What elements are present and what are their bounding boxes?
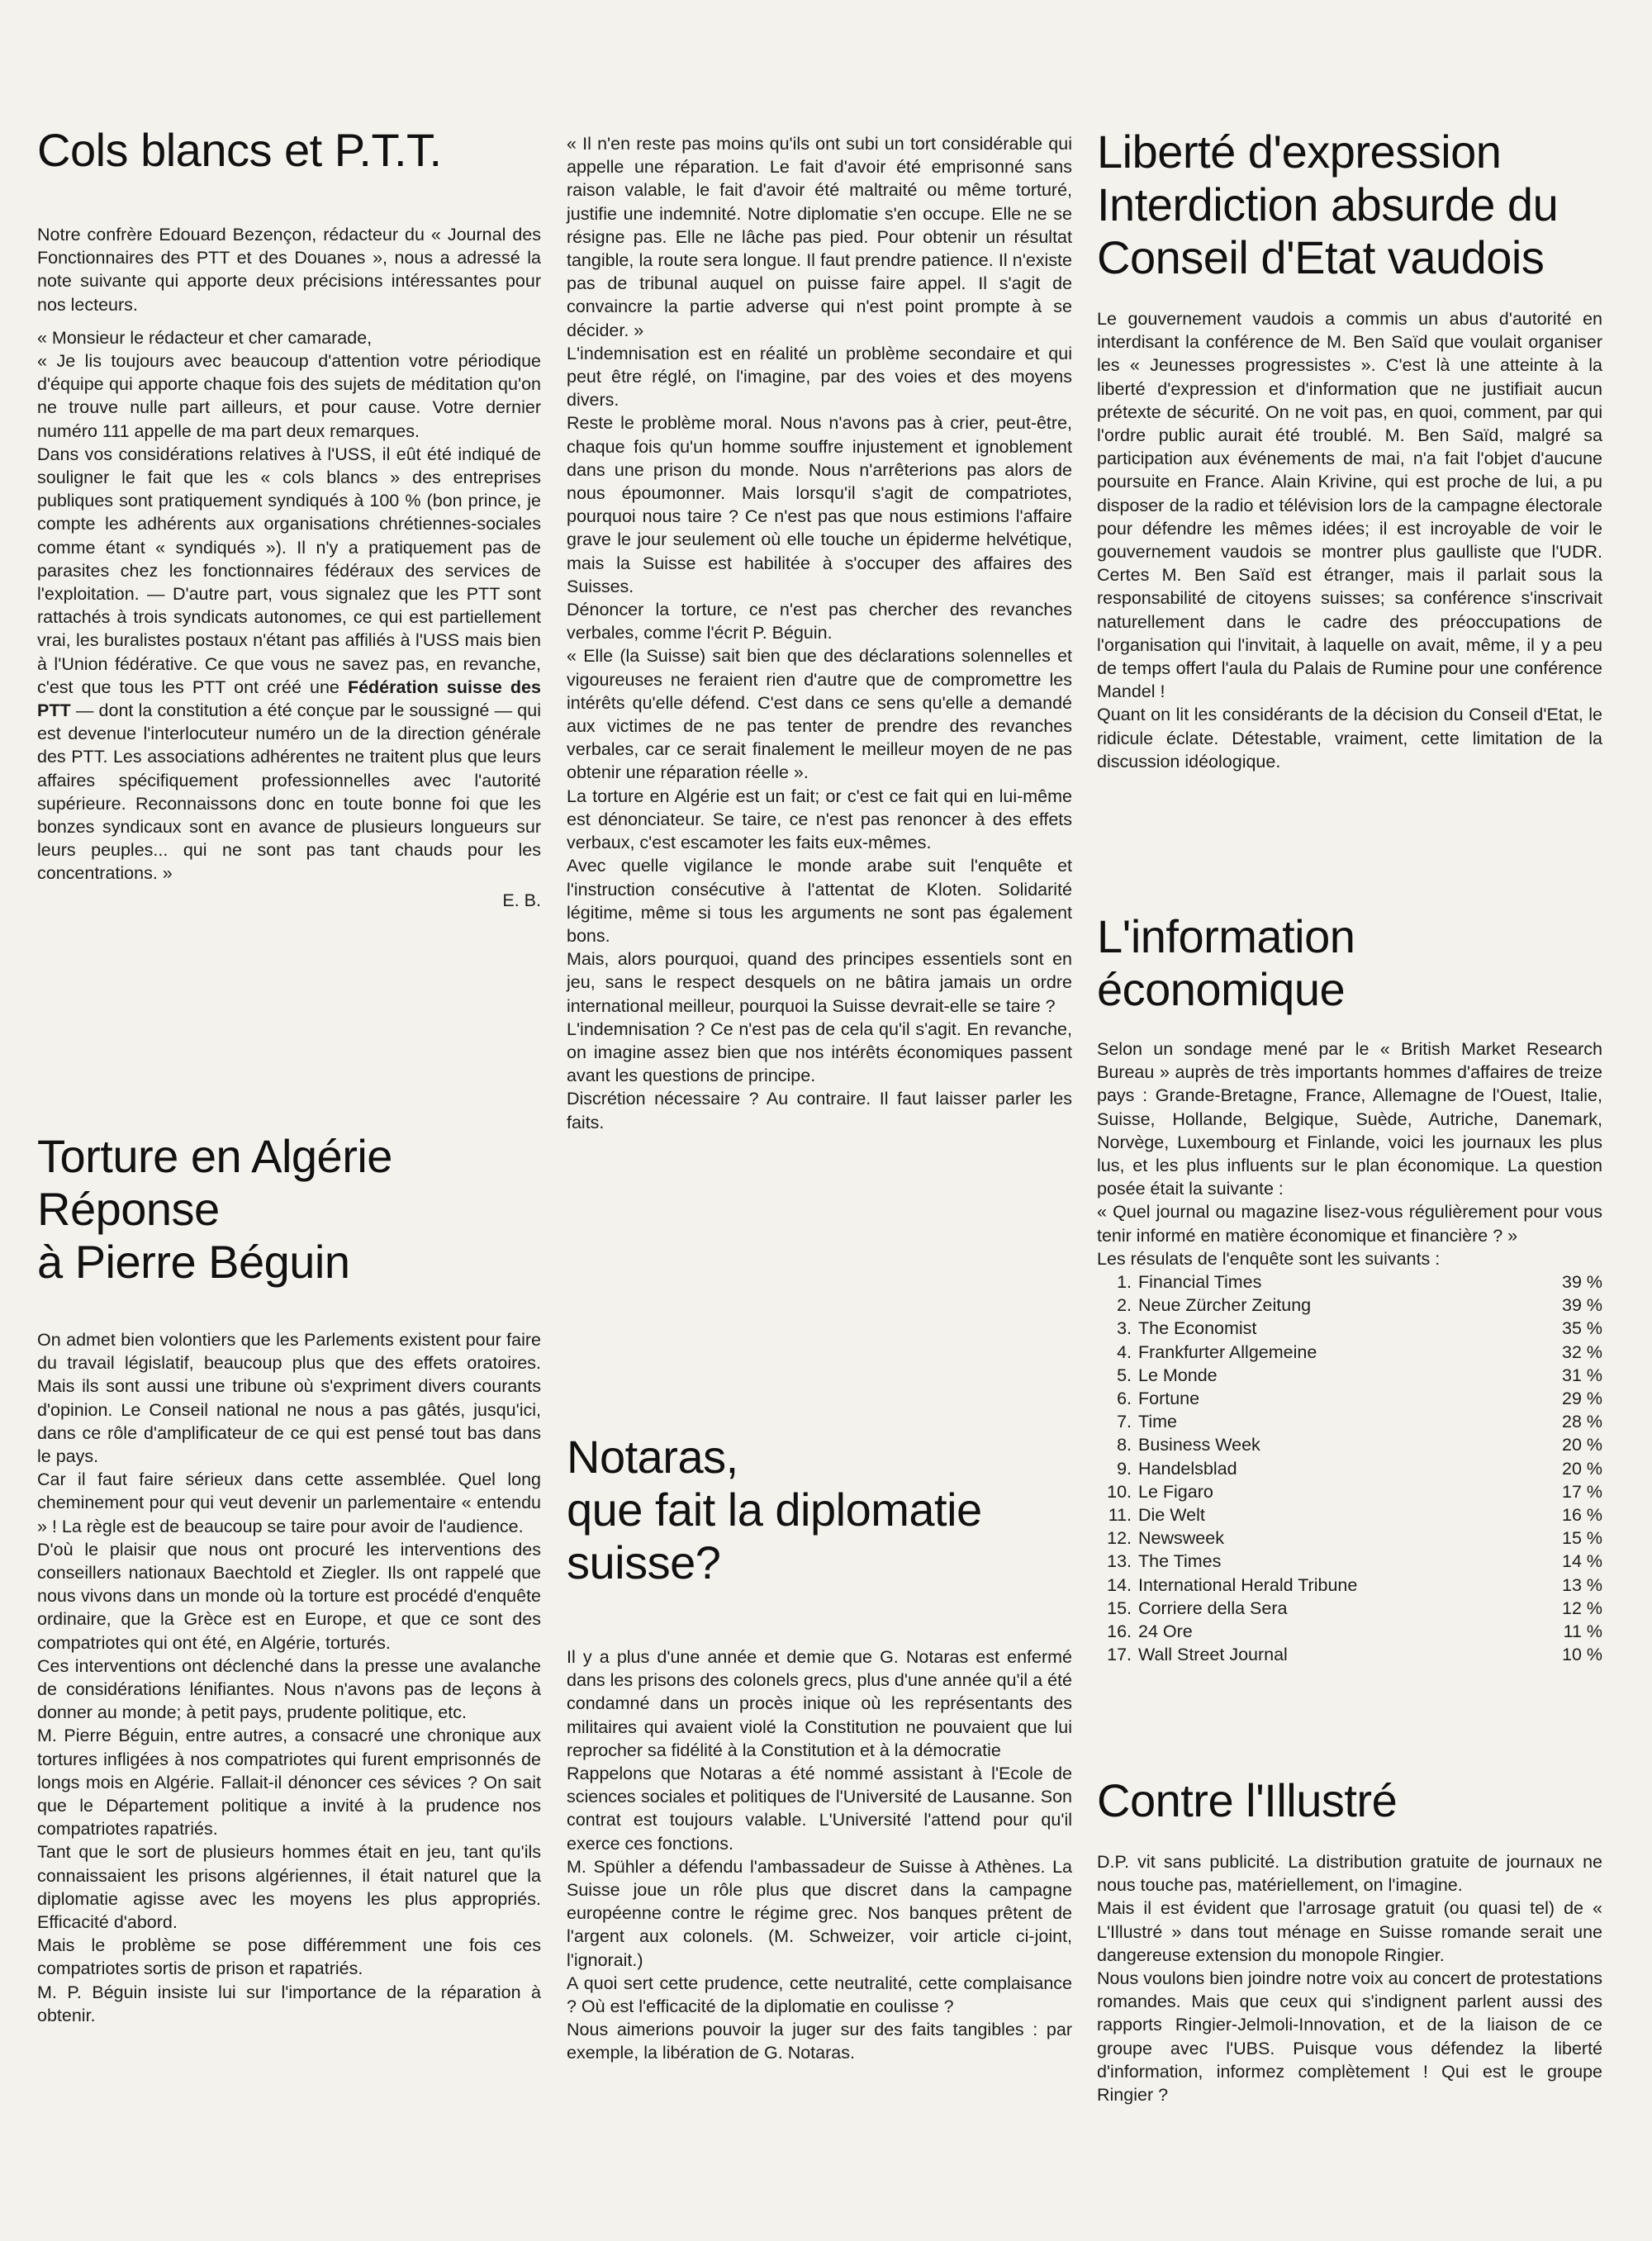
paragraph: On admet bien volontiers que les Parlements existent pour faire du travail législatif, beaucoup plus que des effets oratoires. Mais ils sont aussi une tribune où s'expriment divers courants d'opinion. Le Conseil national ne nous a pas gâtés, jusqu'ici, dans ce rôle d'amplificateur de ce qui est pensé tout bas dans le pays. — [37, 1330, 541, 1467]
result-name: Fortune — [1138, 1389, 1200, 1409]
result-name: 24 Ore — [1138, 1621, 1193, 1642]
paragraph: Le gouvernement vaudois a commis un abus d'autorité en interdisant la conférence de M. Ben Saïd que voulait organiser les « Jeunesses progressistes ». C'est là une atteinte à la liberté d'expression et d'information que ne justifiait aucun prétexte de sécurité. On ne voit pas, en quoi, comment, par qui l'ordre public aurait été troublé. M. Ben Saïd, malgré sa participation aux événements de mai, n'a fait l'objet d'aucune poursuite en France. Alain Krivine, qui est proche de lui, a pu disposer de la radio et télévision lors de la campagne électorale pour défendre les mêmes idées; il est incroyable de voir le gouvernement vaudois se montrer plus gaulliste que l'UDR. Certes M. Ben Saïd est étranger, mais il parlait sous la responsabilité de citoyens suisses; sa conférence s'inscrivait naturellement dans le cadre des préoccupations de l'organisation qui l'invitait, à laquelle on avait, même, il y a peu de temps offert l'aula du Palais de Rumine pour une conférence Mandel ! — [1097, 309, 1602, 702]
results-row — [1097, 1317, 1602, 1340]
result-percent: 17 % — [1561, 1481, 1602, 1502]
result-name: Corriere della Sera — [1138, 1598, 1288, 1618]
title-line: Liberté d'expression — [1097, 126, 1502, 178]
paragraph: Les résulats de l'enquête sont les suivants : — [1097, 1248, 1441, 1269]
result-percent: 39 % — [1561, 1295, 1602, 1316]
title-line: Réponse — [37, 1183, 220, 1235]
title-line: Notaras, — [567, 1431, 738, 1483]
paragraph: La torture en Algérie est un fait; or c'est ce fait qui en lui-même est dénonciateur. Se taire, ce n'est pas renoncer à des effets verbaux, c'est escamoter les faits eux-mêmes. — [567, 786, 1072, 853]
result-name: Newsweek — [1138, 1528, 1224, 1549]
paragraph: Notre confrère Edouard Bezençon, rédacteur du « Journal des Fonctionnaires des PTT et des Douanes », nous a adressé la note suivante qui apporte deux précisions intéressantes pour nos lecteurs. — [37, 225, 541, 315]
results-row — [1097, 1410, 1602, 1433]
result-rank: 2. — [1117, 1295, 1132, 1316]
paragraph: L'indemnisation est en réalité un problème secondaire et qui peut être réglé, on l'imagine, par des voies et des moyens divers. — [567, 343, 1072, 411]
result-percent: 35 % — [1561, 1318, 1602, 1339]
result-rank: 1. — [1117, 1272, 1132, 1293]
result-rank: 5. — [1117, 1365, 1132, 1385]
result-name: Neue Zürcher Zeitung — [1138, 1295, 1312, 1316]
result-percent: 29 % — [1561, 1389, 1602, 1409]
results-row — [1097, 1550, 1602, 1573]
results-row — [1097, 1387, 1602, 1410]
paragraph: Mais, alors pourquoi, quand des principes essentiels sont en jeu, sans le respect desquels on ne bâtira jamais un ordre international meilleur, pourquoi la Suisse devrait-elle se taire ? — [567, 949, 1072, 1016]
title-line: économique — [1097, 963, 1346, 1015]
result-rank: 11. — [1108, 1505, 1132, 1526]
results-row — [1097, 1270, 1602, 1294]
article-body-information — [1097, 1037, 1602, 1666]
paragraph: « Je lis toujours avec beaucoup d'attention votre périodique d'équipe qui apporte chaque fois des sujets de méditation qu'on ne trouve nulle part ailleurs, et pour cause. Votre dernier numéro 111 appelle de ma part deux remarques. — [37, 351, 541, 441]
result-percent: 10 % — [1561, 1645, 1602, 1665]
results-row — [1097, 1433, 1602, 1456]
article-body-notaras — [567, 1645, 1072, 2065]
paragraph: « Il n'en reste pas moins qu'ils ont subi un tort considérable qui appelle une réparation. Le fait d'avoir été emprisonné sans raison valable, le fait d'avoir été maltraité ou même torturé, justifie une indemnité. Notre diplomatie s'en occupe. Elle ne se résigne pas. Elle ne lâche pas pied. Pour obtenir un résultat tangible, la route sera longue. Il faut prendre patience. Il n'existe pas de tribunal auquel on puisse faire appel. Il s'agit de convaincre la partie adverse qui n'est point prompte à se décider. » — [567, 134, 1072, 340]
article-title-cols-blancs: Cols blancs et P.T.T. — [37, 124, 442, 176]
result-name: Wall Street Journal — [1138, 1645, 1288, 1665]
results-row — [1097, 1643, 1602, 1666]
paragraph: Mais il est évident que l'arrosage gratuit (ou quasi tel) de « L'Illustré » dans tout ménage en Suisse romande serait une dangereuse extension du monopole Ringier. — [1097, 1898, 1602, 1965]
paragraph: Selon un sondage mené par le « British Market Research Bureau » auprès de très importants hommes d'affaires de treize pays : Grande-Bretagne, France, Allemagne de l'Ouest, Italie, Suisse, Hollande, Belgique, Suède, Autriche, Danemark, Norvège, Luxembourg et Finlande, voici les journaux les plus lus, et les plus influents sur le plan économique. La question posée était la suivante : — [1097, 1039, 1602, 1199]
result-percent: 16 % — [1561, 1505, 1602, 1526]
result-rank: 10. — [1107, 1481, 1132, 1502]
paragraph: D'où le plaisir que nous ont procuré les interventions des conseillers nationaux Baechtold et Ziegler. Ils ont rappelé que nous vivons dans un monde où la torture est procédé d'enquête ordinaire, que la Grèce est en Europe, et que ce sont des compatriotes qui ont été, en Algérie, torturés. — [37, 1539, 541, 1653]
paragraph: Quant on lit les considérants de la décision du Conseil d'Etat, le ridicule éclate. Détestable, vraiment, cette limitation de la discussion idéologique. — [1097, 705, 1602, 772]
paragraph: Dénoncer la torture, ce n'est pas chercher des revanches verbales, comme l'écrit P. Béguin. — [567, 600, 1072, 643]
results-row — [1097, 1574, 1602, 1597]
result-name: Le Figaro — [1138, 1481, 1213, 1502]
paragraph: « Monsieur le rédacteur et cher camarade, — [37, 327, 373, 348]
title-line: Torture en Algérie — [37, 1130, 392, 1182]
result-rank: 16. — [1107, 1621, 1132, 1642]
article-title-information — [1097, 910, 1602, 1016]
paragraph: L'indemnisation ? Ce n'est pas de cela qu'il s'agit. En revanche, on imagine assez bien que nos intérêts économiques passent avant les questions de principe. — [567, 1018, 1072, 1086]
result-rank: 13. — [1107, 1551, 1132, 1572]
text-run: Dans vos considérations relatives à l'USS, il eût été indiqué de souligner le fait que les « cols blancs » des entreprises publiques sont pratiquement syndiqués à 100 % (bon prince, je compte les adhérents aux organisations chrétiennes-sociales comme étant « syndiqués »). Il n'y a pratiquement pas de parasites chez les fonctionnaires fédéraux des services de l'exploitation. — D'autre part, vous signalez que les PTT sont rattachés à trois syndicats autonomes, ce qui est partiellement vrai, les buralistes postaux n'étant pas affiliés à l'USS mais bien à l'Union fédérative. Ce que vous ne savez pas, en revanche, c'est que tous les PTT ont créé une — [37, 444, 541, 697]
results-row — [1097, 1526, 1602, 1550]
result-name: The Times — [1138, 1551, 1222, 1572]
result-name: The Economist — [1138, 1318, 1257, 1339]
results-row — [1097, 1620, 1602, 1643]
paragraph: « Elle (la Suisse) sait bien que des déclarations solennelles et vigoureuses ne feraient rien d'autre que de compromettre les intérêts qu'elle défend. C'est dans ce sens qu'elle a demandé aux victimes de ne pas tenter de prendre des revanches verbales, car ce serait finalement le meilleur moyen de ne pas obtenir une réparation réelle ». — [567, 646, 1072, 783]
result-name: Die Welt — [1138, 1505, 1205, 1526]
title-line: L'information — [1097, 910, 1355, 962]
result-percent: 15 % — [1561, 1528, 1602, 1549]
article-title-liberte — [1097, 126, 1609, 284]
result-percent: 12 % — [1561, 1598, 1602, 1618]
article-body-illustre — [1097, 1850, 1602, 2106]
article-title-illustre: Contre l'Illustré — [1097, 1774, 1398, 1826]
result-rank: 4. — [1117, 1341, 1132, 1362]
results-table-body — [1097, 1270, 1602, 1666]
signature: E. B. — [502, 890, 541, 910]
result-rank: 14. — [1107, 1574, 1132, 1595]
result-name: Time — [1138, 1412, 1177, 1432]
result-percent: 20 % — [1561, 1458, 1602, 1479]
paragraph: Avec quelle vigilance le monde arabe suit l'enquête et l'instruction consécutive à l'attentat de Kloten. Solidarité légitime, même si tous les arguments ne sont pas également bons. — [567, 856, 1072, 946]
result-name: International Herald Tribune — [1138, 1574, 1358, 1595]
result-percent: 14 % — [1561, 1551, 1602, 1572]
paragraph: D.P. vit sans publicité. La distribution gratuite de journaux ne nous touche pas, matériellement, on l'imagine. — [1097, 1852, 1602, 1896]
article-title-torture — [37, 1130, 541, 1289]
paragraph: M. Pierre Béguin, entre autres, a consacré une chronique aux tortures infligées à nos compatriotes qui furent emprisonnés de longs mois en Algérie. Fallait-il dénoncer ces sévices ? On sait que le Département politique a invité à la prudence nos compatriotes rapatriés. — [37, 1726, 541, 1840]
paragraph: Discrétion nécessaire ? Au contraire. Il faut laisser parler les faits. — [567, 1089, 1072, 1132]
results-row — [1097, 1364, 1602, 1387]
result-rank: 17. — [1107, 1645, 1132, 1665]
result-rank: 3. — [1117, 1318, 1132, 1339]
title-line: que fait la diplomatie — [567, 1484, 982, 1536]
result-rank: 15. — [1107, 1598, 1132, 1618]
result-percent: 20 % — [1561, 1435, 1602, 1455]
paragraph — [37, 443, 541, 885]
result-name: Financial Times — [1138, 1272, 1262, 1293]
article-body-torture — [37, 1328, 541, 2027]
title-line: suisse? — [567, 1536, 721, 1588]
paragraph: Tant que le sort de plusieurs hommes était en jeu, tant qu'ils connaissaient les prisons algériennes, il était naturel que la diplomatie agisse avec les moyens les plus appropriés. Efficacité d'abord. — [37, 1842, 541, 1933]
paragraph: Nous aimerions pouvoir la juger sur des faits tangibles : par exemple, la libération de G. Notaras. — [567, 2020, 1072, 2063]
results-row — [1097, 1341, 1602, 1364]
result-rank: 9. — [1117, 1458, 1132, 1479]
result-percent: 32 % — [1561, 1341, 1602, 1362]
paragraph: M. Spühler a défendu l'ambassadeur de Suisse à Athènes. La Suisse joue un rôle plus que discret dans la campagne européenne contre le régime grec. Nos banques prêtent de l'argent aux colonels. (M. Schweizer, voir article ci-joint, l'ignorait.) — [567, 1856, 1072, 1970]
paragraph: Il y a plus d'une année et demie que G. Notaras est enfermé dans les prisons des colonels grecs, plus d'une année qu'il a été condamné dans un procès inique où les représentants des militaires qui avaient violé la Constitution ne pouvaient que lui reprocher sa fidélité à la Constitution et à la démocratie — [567, 1647, 1072, 1760]
paragraph: Rappelons que Notaras a été nommé assistant à l'Ecole de sciences sociales et politiques de l'Université de Lausanne. Son contrat est toujours valable. L'Université l'attend pour qu'il exerce ces fonctions. — [567, 1764, 1072, 1854]
paragraph: Car il faut faire sérieux dans cette assemblée. Quel long cheminement pour qui veut devenir un parlementaire « entendu » ! La règle est de beaucoup se taire pour avoir de l'audience. — [37, 1469, 541, 1536]
text-run: — dont la constitution a été conçue par le soussigné — qui est devenue l'interlocuteur numéro un de la direction générale des PTT. Les associations adhérentes ne traitent plus que leurs affaires spécifiquement professionnelles avec l'autorité supérieure. Reconnaissons donc en toute bonne foi que les bonzes syndicaux sont en avance de plusieurs longueurs sur leurs peuples... qui ne sont pas tant chauds pour les concentrations. » — [37, 700, 541, 884]
title-line: à Pierre Béguin — [37, 1236, 350, 1288]
title-line: Interdiction absurde du — [1097, 178, 1559, 230]
article-body-torture-continued — [567, 132, 1072, 1134]
paragraph: Nous voulons bien joindre notre voix au concert de protestations romandes. Mais que ceux qui s'indignent parlent aussi des rapports Ringier-Jelmoli-Innovation, et de la liaison de ce groupe avec l'UBS. Puisque vous défendez la liberté d'information, informez complètement ! Qui est le groupe Ringier ? — [1097, 1968, 1602, 2106]
result-rank: 12. — [1107, 1528, 1132, 1549]
result-percent: 31 % — [1561, 1365, 1602, 1385]
result-name: Frankfurter Allgemeine — [1138, 1341, 1317, 1362]
article-body-cols-blancs — [37, 223, 541, 912]
result-rank: 6. — [1117, 1389, 1132, 1409]
results-row — [1097, 1294, 1602, 1317]
article-title-notaras — [567, 1431, 1072, 1589]
paragraph: Ces interventions ont déclenché dans la presse une avalanche de considérations lénifiantes. Nous n'avons pas de leçons à donner au monde; à petit pays, prudente politique, etc. — [37, 1655, 541, 1723]
result-name: Handelsblad — [1138, 1458, 1237, 1479]
results-table — [1097, 1270, 1602, 1666]
paragraph: Mais le problème se pose différemment une fois ces compatriotes sortis de prison et rapatriés. — [37, 1935, 541, 1979]
result-percent: 28 % — [1561, 1412, 1602, 1432]
result-percent: 39 % — [1561, 1272, 1602, 1293]
paragraph: M. P. Béguin insiste lui sur l'importance de la réparation à obtenir. — [37, 1982, 541, 2025]
paragraph: Reste le problème moral. Nous n'avons pas à crier, peut-être, chaque fois qu'un homme souffre injustement et ignoblement dans une prison du monde. Nous n'arrêterions pas alors de nous époumonner. Mais lorsqu'il s'agit de compatriotes, pourquoi nous taire ? Ce n'est pas que nous estimions l'affaire grave le jour seulement où elle touche un épiderme helvétique, mais la Suisse est habilitée à s'occuper des affaires des Suisses. — [567, 413, 1072, 596]
results-row — [1097, 1503, 1602, 1526]
result-name: Business Week — [1138, 1435, 1260, 1455]
article-body-liberte — [1097, 307, 1602, 773]
emphasis-text: Fédération suisse des PTT — [37, 677, 541, 721]
results-row — [1097, 1597, 1602, 1620]
result-percent: 13 % — [1561, 1574, 1602, 1595]
result-percent: 11 % — [1563, 1621, 1602, 1642]
paragraph: « Quel journal ou magazine lisez-vous régulièrement pour vous tenir informé en matière économique et financière ? » — [1097, 1202, 1602, 1246]
results-row — [1097, 1457, 1602, 1480]
results-row — [1097, 1480, 1602, 1503]
title-line: Conseil d'Etat vaudois — [1097, 231, 1545, 283]
result-rank: 8. — [1117, 1435, 1132, 1455]
paragraph: A quoi sert cette prudence, cette neutralité, cette complaisance ? Où est l'efficacité de la diplomatie en coulisse ? — [567, 1973, 1072, 2017]
result-rank: 7. — [1117, 1412, 1132, 1432]
result-name: Le Monde — [1138, 1365, 1218, 1385]
